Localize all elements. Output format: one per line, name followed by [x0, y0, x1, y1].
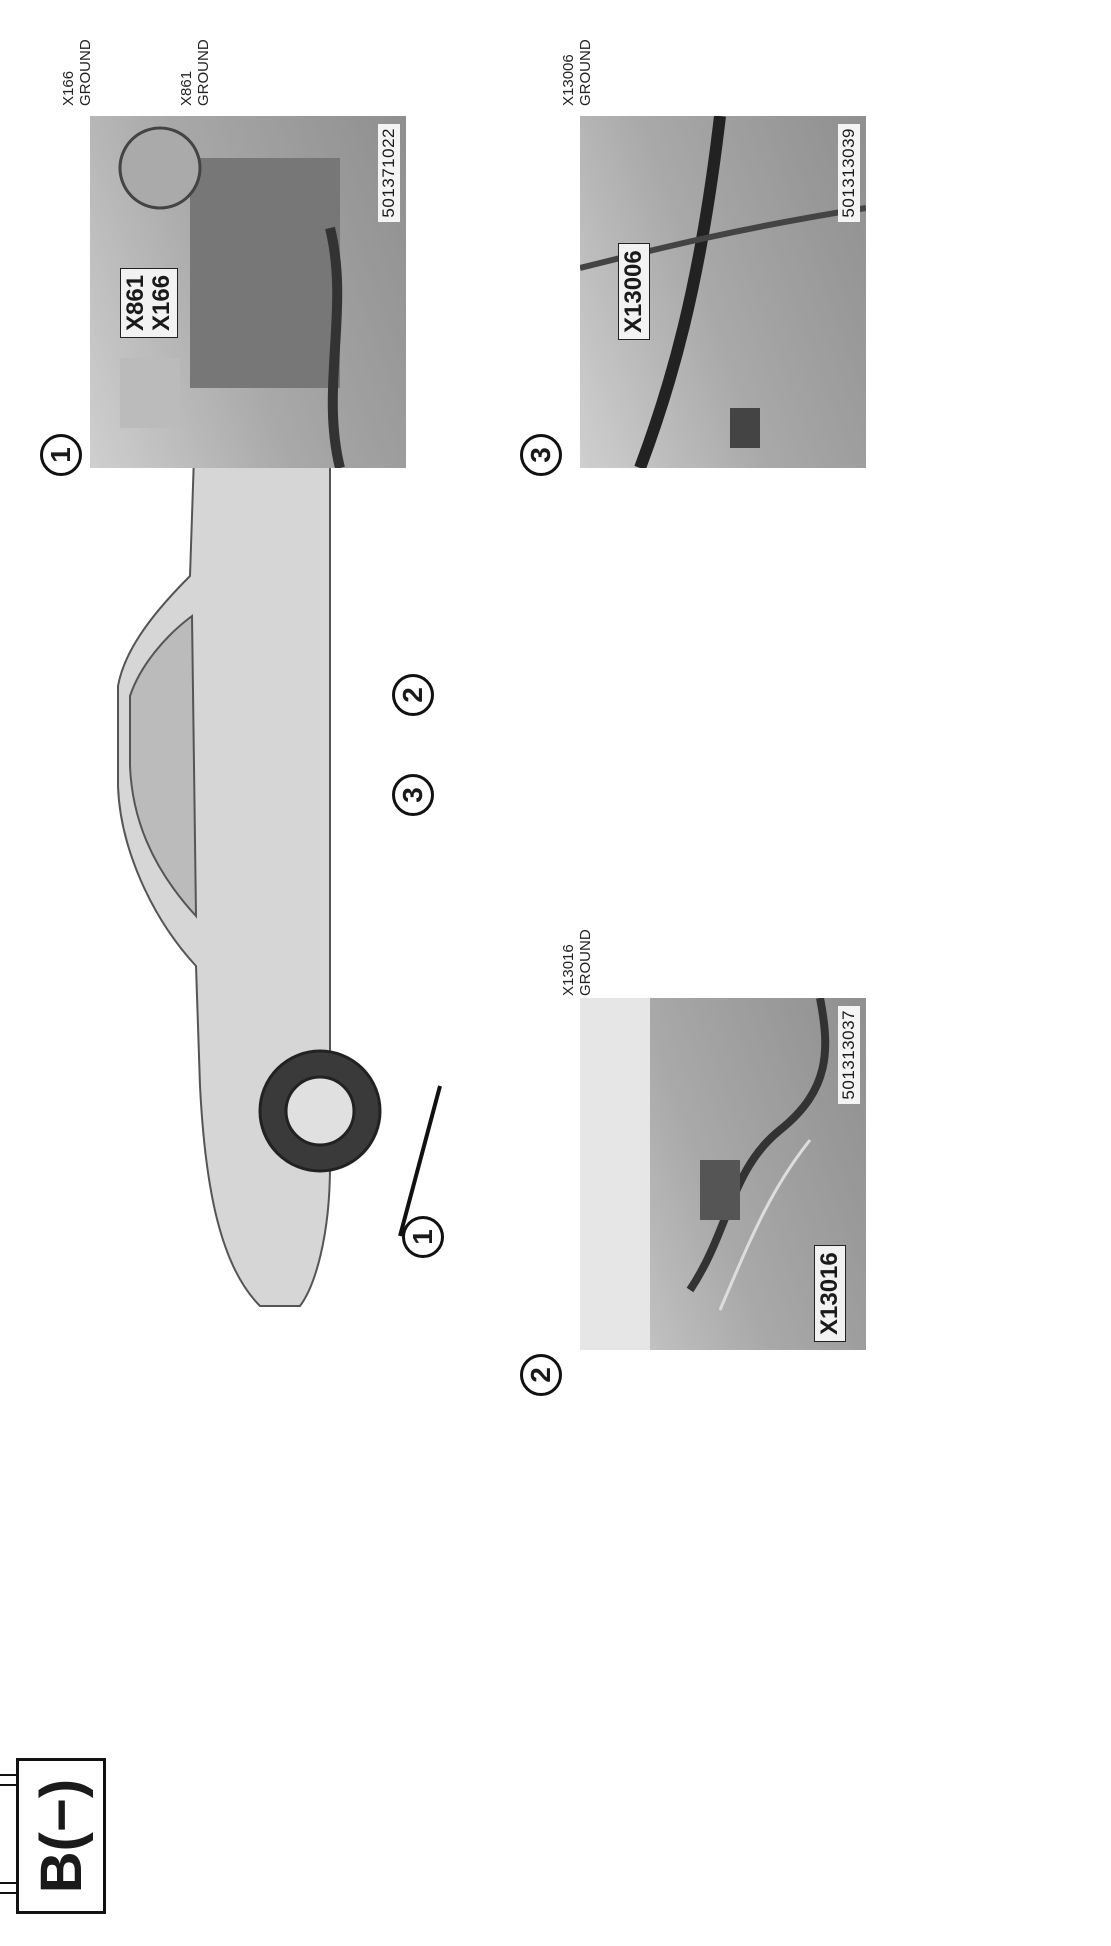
photo-3-callout: X13006 — [618, 243, 650, 340]
photo-1-callout: X861 X166 — [120, 268, 178, 338]
photo-1-number: 1 — [40, 434, 82, 476]
ground-symbol-label: B(−) — [16, 1758, 106, 1914]
photo-2-callout: X13016 — [814, 1245, 846, 1342]
photo-1 — [90, 116, 406, 468]
photo-2-connector-1: X13016 GROUND — [560, 929, 594, 996]
photo-3 — [580, 116, 866, 468]
vehicle-callout-1: 1 — [402, 1216, 444, 1258]
photo-2-id: 501313037 — [838, 1006, 860, 1104]
photo-3-connector-1: X13006 GROUND — [560, 39, 594, 106]
vehicle-callout-2: 2 — [392, 674, 434, 716]
photo-1-connector-1: X166 GROUND — [60, 39, 94, 106]
photo-3-id: 501313039 — [838, 124, 860, 222]
photo-2 — [580, 998, 866, 1350]
photo-3-number: 3 — [520, 434, 562, 476]
photo-1-id: 501371022 — [378, 124, 400, 222]
photo-2-number: 2 — [520, 1354, 562, 1396]
vehicle-callout-3: 3 — [392, 774, 434, 816]
photo-1-connector-2: X861 GROUND — [178, 39, 212, 106]
